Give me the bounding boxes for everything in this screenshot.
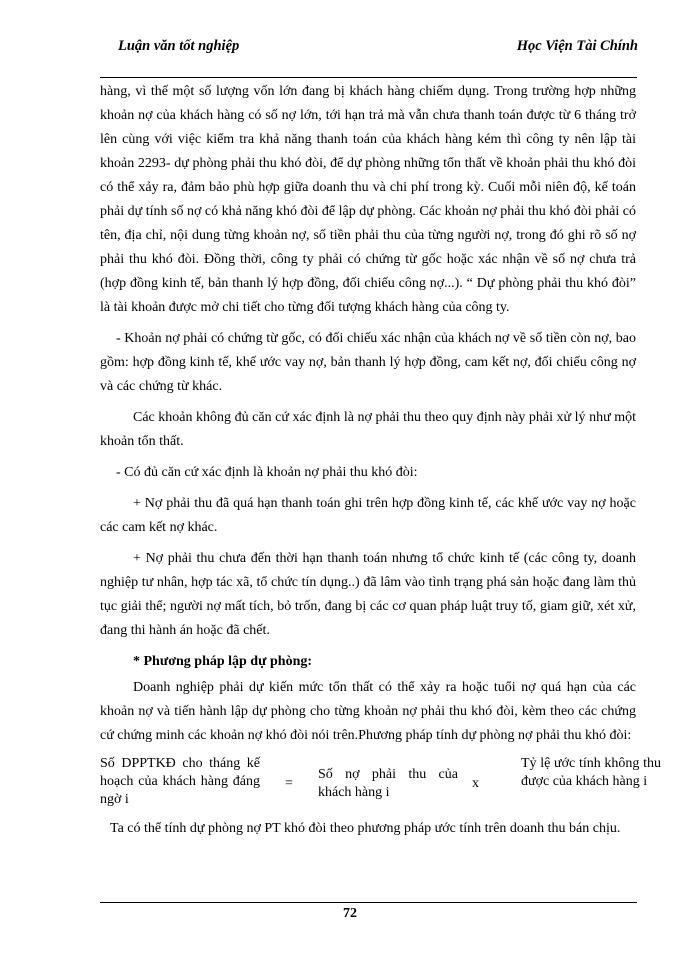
formula-receivable: Số nợ phải thu của khách hàng i (318, 767, 458, 800)
page-number: 72 (343, 906, 357, 921)
paragraph-7: Doanh nghiệp phải dự kiến mức tổn thất có thể xảy ra hoặc tuổi nợ quá hạn của các khoản nợ và tiến hành lập dự phòng cho từng khoản nợ phải thu khó đòi, kèm theo các chứng cứ chứng minh các khoản nợ khó đòi nói trên.Phương pháp tính dự phòng nợ phải thu khó đòi: (100, 680, 636, 743)
paragraph-8: Ta có thể tính dự phòng nợ PT khó đòi theo phương pháp ước tính trên doanh thu bán chịu. (110, 821, 621, 836)
header-thesis-title: Luận văn tốt nghiệp (118, 38, 240, 54)
paragraph-6: + Nợ phải thu chưa đến thời hạn thanh toán nhưng tổ chức kinh tế (các công ty, doanh nghiệp tư nhân, hợp tác xã, tổ chức tín dụng..) đã lâm vào tình trạng phá sản hoặc đang làm thủ tục giải thể; người nợ mất tích, bỏ trốn, đang bị các cơ quan pháp luật truy tố, giam giữ, xét xử, đang thi hành án hoặc đã chết. (100, 551, 636, 638)
page-body (100, 80, 661, 848)
formula-rate: Tỷ lệ ước tính không thu được của khách hàng i (521, 756, 661, 789)
provision-formula (100, 755, 661, 815)
paragraph-4: - Có đủ căn cứ xác định là khoản nợ phải thu khó đòi: (116, 465, 418, 480)
paragraph-1: hàng, vì thế một số lượng vốn lớn đang bị khách hàng chiếm dụng. Trong trường hợp những khoản nợ của khách hàng có số nợ lớn, tới hạn trả mà vẫn chưa thanh toán được từ 6 tháng trở lên cùng với việc kiểm tra khả năng thanh toán của khách hàng kém thì công ty nên lập tài khoản 2293- dự phòng phải thu khó đòi, để dự phòng những tổn thất về khoản phải thu khó đòi có thể xảy ra, đảm bảo phù hợp giữa doanh thu và chi phí trong kỳ. Cuối mỗi niên độ, kế toán phải dự tính số nợ có khả năng khó đòi để lập dự phòng. Các khoản nợ phải thu khó đòi phải có tên, địa chỉ, nội dung từng khoản nợ, số tiền phải thu của từng người nợ, trong đó ghi rõ số nợ phải thu khó đòi. Đồng thời, công ty phải có chứng từ gốc hoặc xác nhận về số nợ chưa trả (hợp đồng kinh tế, bản thanh lý hợp đồng, đối chiếu công nợ...). “ Dự phòng phải thu khó đòi” là tài khoản được mở chi tiết cho từng đối tượng khách hàng của công ty. (100, 84, 636, 315)
page-header (118, 38, 638, 60)
footer-rule (100, 902, 637, 903)
paragraph-3: Các khoản không đủ căn cứ xác định là nợ phải thu theo quy định này phải xử lý như một khoản tổn thất. (100, 410, 636, 449)
formula-lhs: Số DPPTKĐ cho tháng kế hoạch của khách hàng đáng ngờ i (100, 756, 260, 807)
paragraph-5: + Nợ phải thu đã quá hạn thanh toán ghi trên hợp đồng kinh tế, các khế ước vay nợ hoặc các cam kết nợ khác. (100, 496, 636, 535)
header-institution: Học Viện Tài Chính (516, 38, 638, 54)
formula-equals: = (285, 776, 293, 791)
header-rule (100, 77, 637, 78)
formula-times: x (472, 776, 479, 791)
section-heading: * Phương pháp lập dự phòng: (133, 654, 313, 669)
paragraph-2: - Khoản nợ phải có chứng từ gốc, có đối chiếu xác nhận của khách nợ về số tiền còn nợ, bao gồm: hợp đồng kinh tế, khế ước vay nợ, bản thanh lý hợp đồng, cam kết nợ, đối chiếu công nợ và các chứng từ khác. (100, 331, 636, 394)
